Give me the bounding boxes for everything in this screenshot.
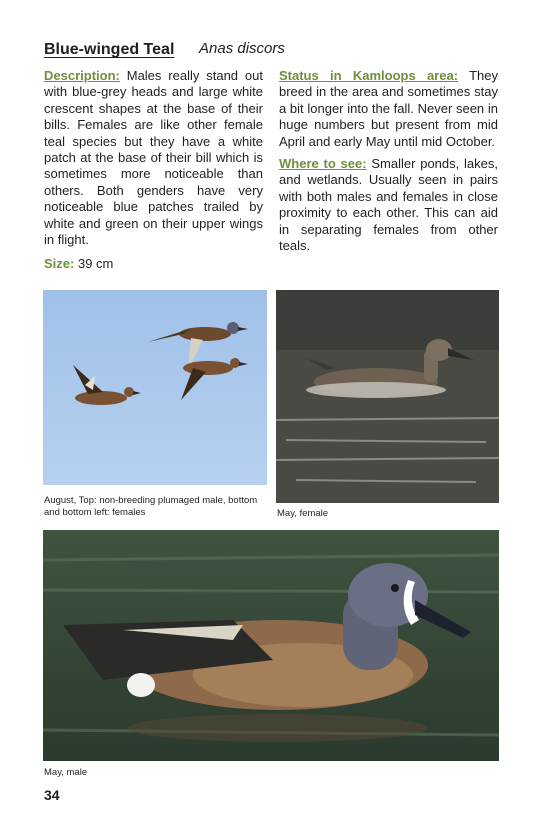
status-label: Status in Kamloops area:: [279, 68, 459, 83]
species-title: Blue-winged Teal: [44, 41, 175, 58]
status-paragraph: [279, 68, 498, 150]
page-number: 34: [44, 787, 60, 803]
status-text: They breed in the area and sometimes stay a bit longer into the fall. Never seen in huge numbers but present from mid April and early May until mid October.: [279, 68, 498, 149]
where-text: Smaller ponds, lakes, and wetlands. Usually seen in pairs with both males and females in close proximity to each other. This can aid in separating females from other teals.: [279, 156, 498, 254]
photo-flying-teals: [43, 290, 267, 485]
right-column: [279, 68, 498, 260]
caption-flying-teals: August, Top: non-breeding plumaged male, bottom and bottom left: females: [44, 495, 258, 518]
where-label: Where to see:: [279, 156, 367, 172]
latin-name: Anas discors: [199, 40, 285, 57]
photo-male-teal: [43, 530, 499, 761]
size-line: [44, 256, 263, 272]
size-label: Size:: [44, 256, 75, 272]
description-label: Description:: [44, 68, 120, 83]
caption-male-teal: May, male: [44, 767, 88, 778]
size-value: 39 cm: [77, 256, 114, 272]
description-text: Males really stand out with blue-grey heads and large white crescent shapes at the base of their bills. Females are like other female teal species but they have a white patch at the base of their bill which is sometimes more noticeable than others. Both genders have very noticeable blue patches trailed by white and green on their upper wings in flight.: [44, 68, 263, 248]
where-paragraph: [279, 156, 498, 254]
description-paragraph: [44, 68, 263, 248]
caption-female-teal: May, female: [277, 508, 329, 519]
photo-female-teal: [276, 290, 499, 503]
left-column: [44, 68, 263, 273]
